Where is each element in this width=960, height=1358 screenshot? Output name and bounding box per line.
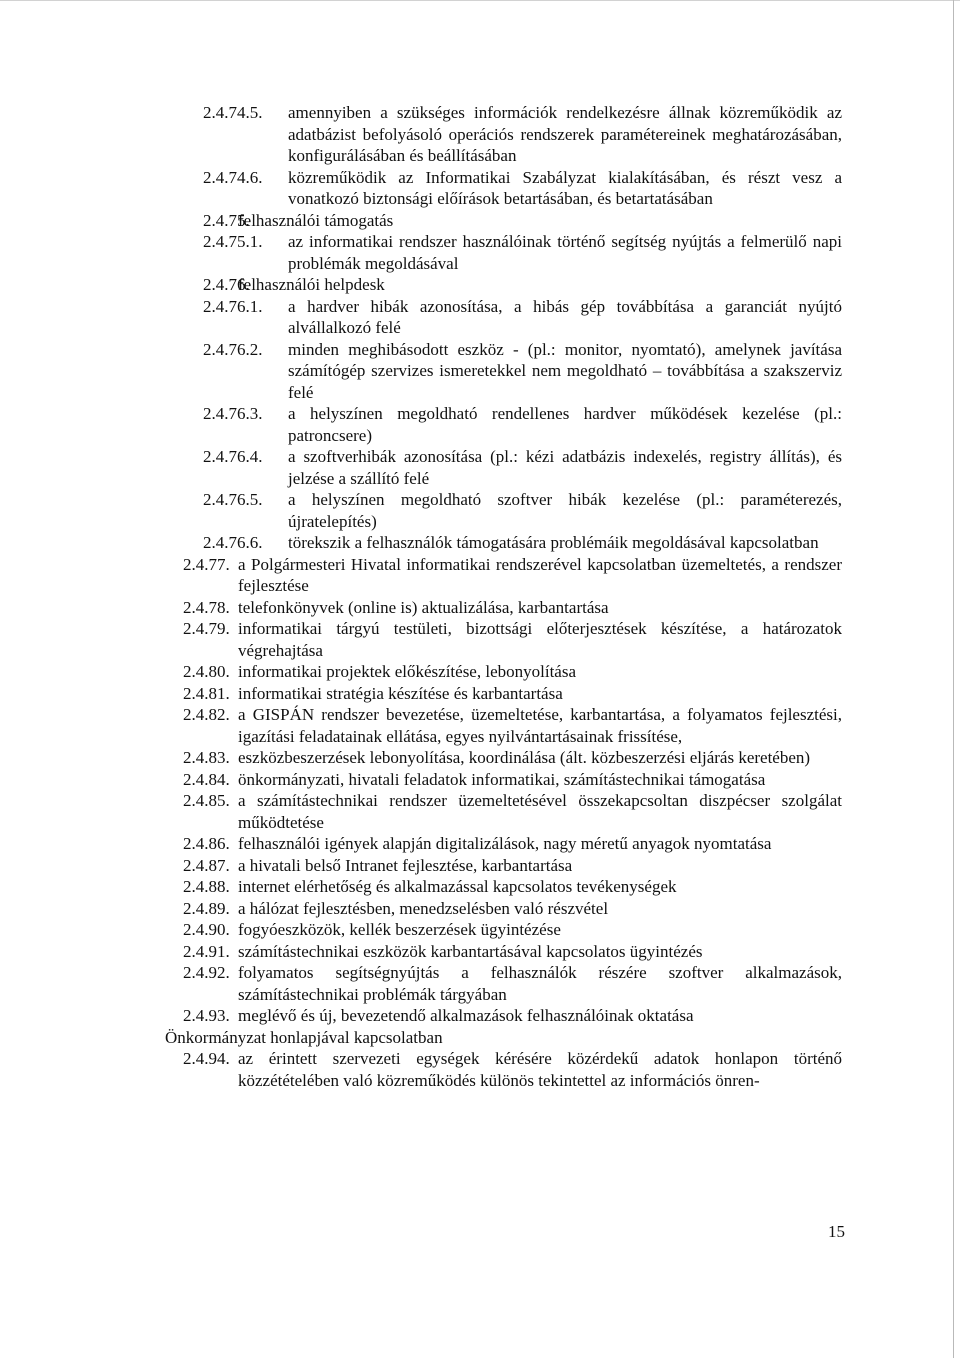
list-item — [0, 210, 960, 232]
item-number: 2.4.75.1. — [203, 232, 263, 251]
list-item — [0, 769, 960, 791]
item-number: 2.4.77. — [183, 554, 230, 574]
list-item — [0, 855, 960, 877]
item-number: 2.4.85. — [183, 791, 230, 810]
list-item — [0, 597, 960, 619]
item-number: 2.4.74.5. — [203, 103, 263, 122]
item-text: meglévő és új, bevezetendő alkalmazások felhasználóinak oktatása — [238, 1006, 694, 1025]
list-item — [0, 274, 960, 296]
list-item — [0, 704, 960, 747]
item-text: törekszik a felhasználók támogatására problémáik megoldásával kapcsolatban — [288, 533, 819, 552]
item-text: eszközbeszerzések lebonyolítása, koordinálása (ált. közbeszerzési eljárás keretében) — [238, 748, 811, 767]
item-number: 2.4.89. — [183, 898, 230, 918]
list-item — [0, 876, 960, 898]
item-text: a hardver hibák azonosítása, a hibás gép továbbítása a garanciát nyújtó alvállalkozó felé — [288, 296, 842, 337]
list-item — [0, 833, 960, 855]
item-number: 2.4.83. — [183, 748, 230, 767]
list-item — [0, 489, 960, 532]
item-number: 2.4.76.4. — [203, 447, 263, 466]
item-text: a hivatali belső Intranet fejlesztése, karbantartása — [238, 855, 573, 875]
list-item — [0, 919, 960, 941]
document-body — [0, 102, 960, 1091]
item-text: folyamatos segítségnyújtás a felhasználók részére szoftver alkalmazások, számítástechnikai problémák tárgyában — [238, 963, 842, 1004]
list-item — [0, 661, 960, 683]
section-heading: Önkormányzat honlapjával kapcsolatban — [165, 1027, 443, 1047]
scan-edge-top — [0, 0, 960, 1]
item-text: telefonkönyvek (online is) aktualizálása, karbantartása — [238, 597, 609, 617]
item-text: a szoftverhibák azonosítása (pl.: kézi adatbázis indexelés, registry állítás), és jelzése a szállító felé — [288, 447, 842, 488]
item-number: 2.4.81. — [183, 683, 230, 703]
item-text: a hálózat fejlesztésben, menedzselésben való részvétel — [238, 898, 609, 918]
item-number: 2.4.76. — [203, 275, 250, 294]
item-text: a Polgármesteri Hivatal informatikai rendszerével kapcsolatban üzemeltetés, a rendszer fejlesztése — [238, 554, 842, 595]
item-text: önkormányzati, hivatali feladatok informatikai, számítástechnikai támogatása — [238, 769, 766, 789]
item-number: 2.4.76.2. — [203, 339, 263, 359]
item-text: minden meghibásodott eszköz - (pl.: monitor, nyomtató), amelynek javítása számítógép szervizes ismeretekkel nem megoldható – továbbítása a szakszerviz felé — [288, 339, 842, 402]
list-item — [0, 790, 960, 833]
item-text: a helyszínen megoldható szoftver hibák kezelése (pl.: paraméterezés, újratelepítés) — [288, 490, 842, 531]
item-text: számítástechnikai eszközök karbantartásával kapcsolatos ügyintézés — [238, 941, 703, 961]
list-item — [0, 747, 960, 769]
item-text: fogyóeszközök, kellék beszerzések ügyintézése — [238, 920, 561, 939]
list-item — [0, 1048, 960, 1091]
list-item — [0, 167, 960, 210]
item-number: 2.4.88. — [183, 877, 230, 896]
list-item — [0, 898, 960, 920]
item-number: 2.4.78. — [183, 597, 230, 617]
list-item — [0, 962, 960, 1005]
item-number: 2.4.76.5. — [203, 490, 263, 509]
list-item — [0, 231, 960, 274]
item-text: az informatikai rendszer használóinak történő segítség nyújtás a felmerülő napi problémák megoldásával — [288, 232, 842, 273]
list-item — [0, 683, 960, 705]
item-number: 2.4.75. — [203, 210, 250, 230]
item-text: felhasználói igények alapján digitalizálások, nagy méretű anyagok nyomtatása — [238, 834, 772, 853]
item-text: közreműködik az Informatikai Szabályzat kialakításában, és részt vesz a vonatkozó biztonsági előírások betartásában, és betartatásában — [288, 167, 842, 208]
list-item — [0, 102, 960, 167]
list-item — [0, 618, 960, 661]
list-item — [0, 941, 960, 963]
item-text: informatikai projektek előkészítése, lebonyolítása — [238, 662, 576, 681]
item-number: 2.4.91. — [183, 941, 230, 961]
item-text: az érintett szervezeti egységek kérésére közérdekű adatok honlapon történő közzétételében való közreműködés különös tekintettel az információs önren- — [238, 1049, 842, 1090]
item-number: 2.4.76.3. — [203, 404, 263, 423]
item-number: 2.4.79. — [183, 619, 230, 638]
item-number: 2.4.92. — [183, 963, 230, 982]
item-text: felhasználói helpdesk — [238, 275, 385, 294]
list-item — [0, 554, 960, 597]
item-text: internet elérhetőség és alkalmazással kapcsolatos tevékenységek — [238, 877, 677, 896]
item-text: amennyiben a szükséges információk rendelkezésre állnak közreműködik az adatbázist befolyásoló operációs rendszerek paramétereinek meghatározásában, konfigurálásában és beállításában — [288, 103, 842, 165]
item-number: 2.4.86. — [183, 834, 230, 853]
item-text: a GISPÁN rendszer bevezetése, üzemeltetése, karbantartása, a folyamatos fejlesztési, igazítási feladatainak ellátása, egyes nyilvántartásainak frissítése, — [238, 705, 842, 746]
item-number: 2.4.74.6. — [203, 167, 263, 187]
list-item — [0, 446, 960, 489]
item-number: 2.4.76.1. — [203, 296, 263, 316]
list-item — [0, 296, 960, 339]
item-number: 2.4.90. — [183, 920, 230, 939]
list-item — [0, 532, 960, 554]
item-number: 2.4.82. — [183, 705, 230, 724]
item-text: a helyszínen megoldható rendellenes hardver működések kezelése (pl.: patroncsere) — [288, 404, 842, 445]
list-item — [0, 339, 960, 404]
page-number: 15 — [828, 1222, 845, 1241]
item-text: informatikai stratégia készítése és karbantartása — [238, 683, 563, 703]
item-text: informatikai tárgyú testületi, bizottsági előterjesztések készítése, a határozatok végrehajtása — [238, 619, 842, 660]
item-text: felhasználói támogatás — [238, 210, 394, 230]
item-number: 2.4.87. — [183, 855, 230, 875]
list-item — [0, 403, 960, 446]
item-number: 2.4.84. — [183, 769, 230, 789]
item-number: 2.4.80. — [183, 662, 230, 681]
list-item — [0, 1005, 960, 1027]
item-number: 2.4.94. — [183, 1049, 230, 1068]
item-number: 2.4.93. — [183, 1006, 230, 1025]
item-number: 2.4.76.6. — [203, 533, 263, 552]
item-text: a számítástechnikai rendszer üzemeltetésével összekapcsoltan diszpécser szolgálat működtetése — [238, 791, 842, 832]
